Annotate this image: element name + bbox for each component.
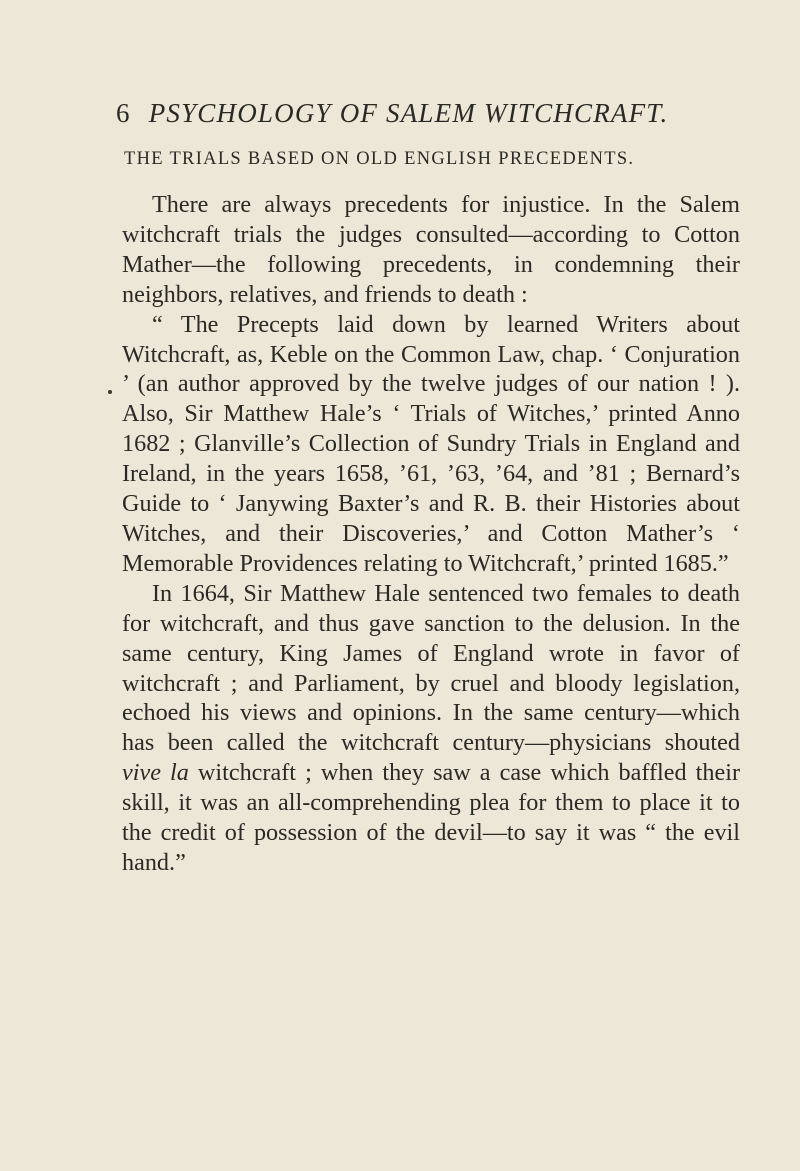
paragraph-3-italic-phrase: vive la xyxy=(122,759,189,787)
paragraph-1: There are always precedents for injustice. In the Salem witchcraft trials the judges consulted—according to Cotton Mather—the following precedents, in condemning their neighbors, relatives, and friends to death : xyxy=(122,191,740,308)
running-head xyxy=(116,96,756,130)
paragraph-3 xyxy=(122,579,740,878)
paragraph-2-quotation: “ The Precepts laid down by learned Writers about Witchcraft, as, Keble on the Common Law, chap. ‘ Conjuration ’ (an author approved by the twelve judges of our nation ! ). Also, Sir Matthew Hale’s ‘ Trials of Witches,’ printed Anno 1682 ; Glanville’s Collection of Sundry Trials in England and Ireland, in the years 1658, ’61, ’63, ’64, and ’81 ; Bernard’s Guide to ‘ Janywing Baxter’s and R. B. their Histories about Witches, and their Discoveries,’ and Cotton Mather’s ‘ Memorable Providences relating to Witchcraft,’ printed 1685.” xyxy=(122,310,740,577)
stray-mark xyxy=(108,390,112,394)
body-text xyxy=(122,190,740,878)
page-number: 6 xyxy=(116,98,131,128)
section-title: THE TRIALS BASED ON OLD ENGLISH PRECEDENTS. xyxy=(124,149,635,169)
paragraph-3-text-start: In 1664, Sir Matthew Hale sentenced two females to death for witchcraft, and thus gave sanction to the delusion. In the same century, King James of England wrote in favor of witchcraft ; and Parliament, by cruel and bloody legislation, echoed his views and opinions. In the same century—which has been called the witchcraft century—physicians shouted xyxy=(122,579,740,757)
paragraph-3-text-end: witchcraft ; when they saw a case which baffled their skill, it was an all-comprehending plea for them to place it to the credit of possession of the devil—to say it was “ the evil hand.” xyxy=(122,759,741,876)
running-title: PSYCHOLOGY OF SALEM WITCHCRAFT. xyxy=(148,98,669,128)
